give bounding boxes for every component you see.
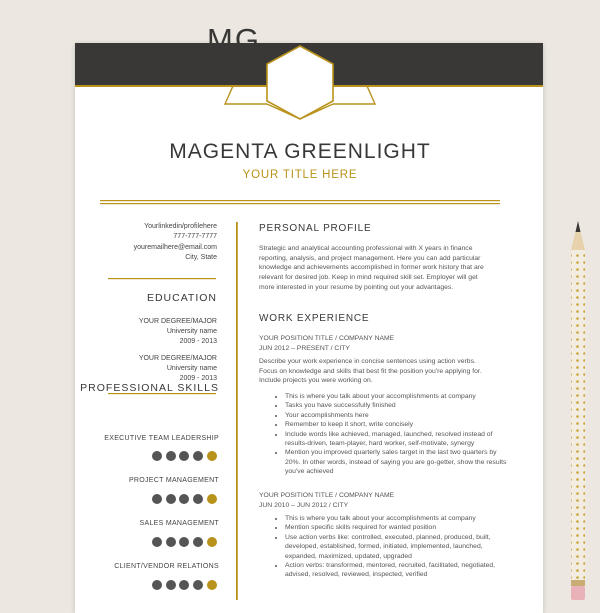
list-item: • Remember to keep it short, write concisely <box>285 420 507 429</box>
education-degree: YOUR DEGREE/MAJOR <box>138 318 217 325</box>
list-item: • Action verbs: transformed, mentored, recruited, facilitated, negotiated, advised, resolved, reviewed, inspected, verified <box>285 561 507 580</box>
rating-dot <box>166 537 176 547</box>
job-description: Describe your work experience in concise sentences using action verbs. Focus on knowledge and skills that best fit the position you're applying for. Include projects you were working on. <box>259 358 482 385</box>
skill-rating <box>152 580 217 590</box>
name-rule-top <box>100 200 500 201</box>
experience-heading: WORK EXPERIENCE <box>259 313 370 324</box>
list-item: • This is where you talk about your accomplishments at company <box>285 392 507 401</box>
rating-dot <box>179 494 189 504</box>
list-item: • Mention you improved quarterly sales target in the last two quarters by 20%. In other words, instead of saying you are go-getter, show the results you've achieved <box>285 448 507 476</box>
skill-label: PROJECT MANAGEMENT <box>128 477 219 484</box>
education-years: 2009 - 2013 <box>179 374 217 382</box>
rating-dot <box>166 580 176 590</box>
education-school: University name <box>166 327 217 335</box>
profile-text: Strategic and analytical accounting professional with X years in finance reporting, analysis, and project management. Here you can add particular knowledge and achievements accomplished in former work history that are relevant for desired job. Keep in mind required skill set. Employer will get more interested in your resume by pointing out your advantages. <box>259 245 484 291</box>
job-dates: JUN 2012 – PRESENT / CITY <box>259 344 350 352</box>
monogram: MG <box>207 22 261 57</box>
rating-dot <box>193 494 203 504</box>
rating-dot <box>152 537 162 547</box>
education-heading: EDUCATION <box>146 292 217 304</box>
rating-dot <box>207 537 217 547</box>
rating-dot <box>207 451 217 461</box>
rating-dot <box>166 494 176 504</box>
rating-dot <box>207 580 217 590</box>
left-rule-1 <box>108 278 216 279</box>
rating-dot <box>179 537 189 547</box>
rating-dot <box>179 451 189 461</box>
contact-location: City, State <box>185 253 217 261</box>
list-item: • Your accomplishments here <box>285 411 507 420</box>
list-item: • Tasks you have successfully finished <box>285 401 507 410</box>
skills-heading: PROFESSIONAL SKILLS <box>80 382 219 394</box>
contact-linkedin[interactable]: Yourlinkedin/profilehere <box>144 223 217 230</box>
monogram-wing-left <box>225 86 267 104</box>
list-item: • Use action verbs like: controlled, executed, planned, produced, built, developed, established, formed, initiated, implemented, launched, expanded, maximized, updated, upgraded <box>285 533 507 561</box>
job-dates: JUN 2010 – JUN 2012 / CITY <box>259 501 349 509</box>
profile-heading: PERSONAL PROFILE <box>259 223 372 234</box>
education-years: 2009 - 2013 <box>179 337 217 345</box>
education-degree: YOUR DEGREE/MAJOR <box>138 355 217 362</box>
skill-rating <box>152 494 217 504</box>
rating-dot <box>166 451 176 461</box>
monogram-wing-right <box>333 86 375 104</box>
job-header <box>259 491 394 510</box>
job-position: YOUR POSITION TITLE / COMPANY NAME <box>259 492 395 499</box>
name-rule-bottom <box>100 203 500 204</box>
education-entry <box>139 354 217 383</box>
skill-rating <box>152 537 217 547</box>
rating-dot <box>152 580 162 590</box>
contact-block <box>134 222 217 263</box>
job-header <box>259 334 394 353</box>
rating-dot <box>193 580 203 590</box>
rating-dot <box>152 451 162 461</box>
skill-label: EXECUTIVE TEAM LEADERSHIP <box>104 435 219 442</box>
job-position: YOUR POSITION TITLE / COMPANY NAME <box>259 335 395 342</box>
skill-label: CLIENT/VENDOR RELATIONS <box>114 563 219 570</box>
pencil-icon <box>571 221 585 600</box>
skill-label: SALES MANAGEMENT <box>139 520 219 527</box>
skill-rating <box>152 451 217 461</box>
contact-email[interactable]: youremailhere@email.com <box>133 243 217 251</box>
education-entry <box>139 317 217 346</box>
education-school: University name <box>166 364 217 372</box>
job-bullets <box>272 514 507 580</box>
column-divider <box>236 222 238 600</box>
rating-dot <box>152 494 162 504</box>
candidate-name: MAGENTA GREENLIGHT <box>169 140 431 163</box>
rating-dot <box>193 451 203 461</box>
rating-dot <box>179 580 189 590</box>
rating-dot <box>207 494 217 504</box>
contact-phone: 777-777-7777 <box>173 233 217 241</box>
job-bullets <box>272 392 507 477</box>
list-item: • This is where you talk about your accomplishments at company <box>285 514 507 523</box>
list-item: • Mention specific skills required for wanted position <box>285 523 507 532</box>
rating-dot <box>193 537 203 547</box>
list-item: • Include words like achieved, managed, launched, resolved instead of results-driven, team-player, hard worker, self-motivate, synergy <box>285 430 507 449</box>
candidate-title: YOUR TITLE HERE <box>242 169 358 181</box>
